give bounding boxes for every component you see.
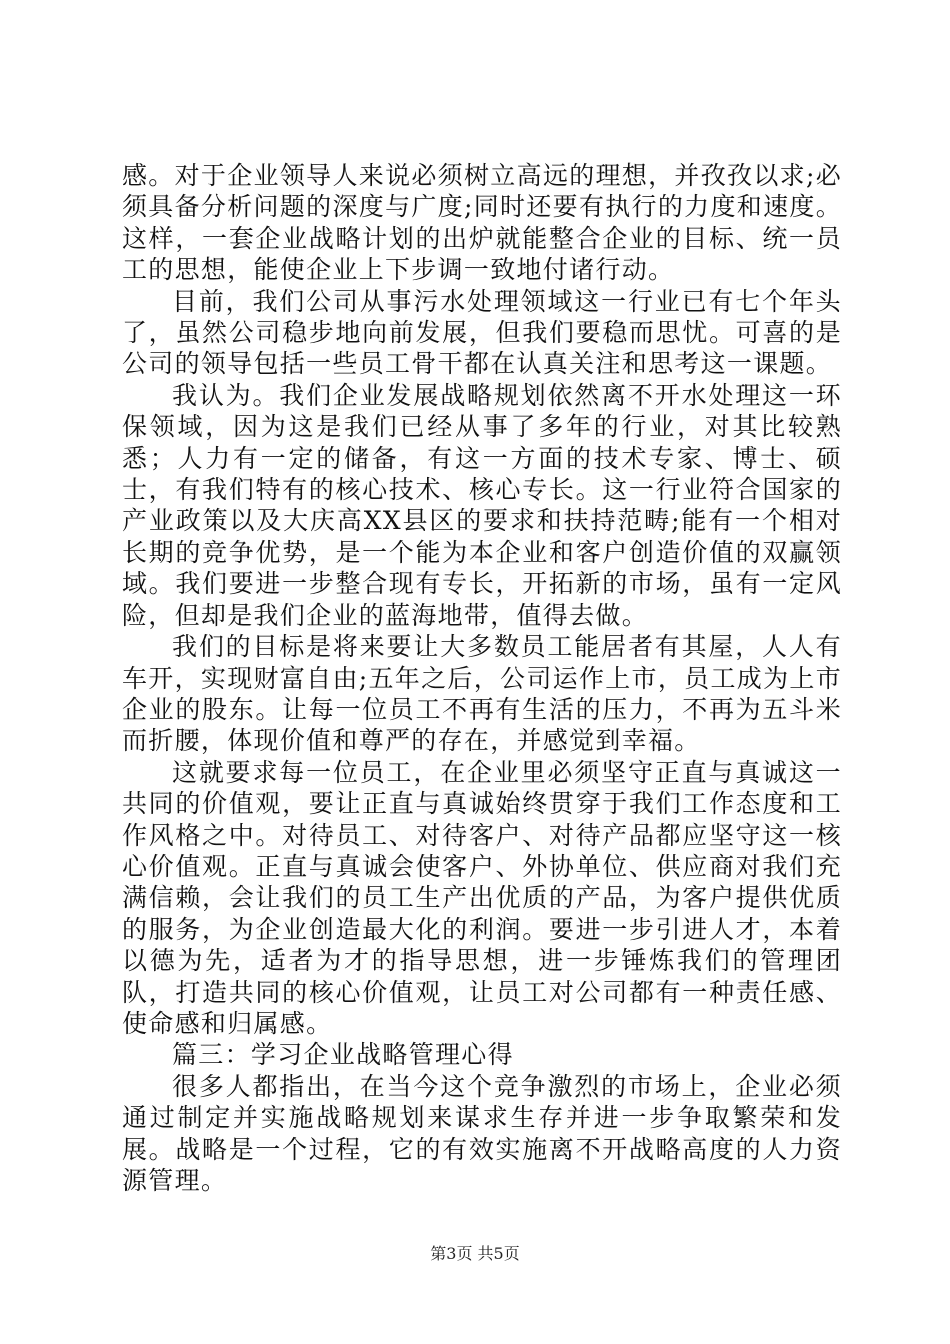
paragraph: 目前，我们公司从事污水处理领域这一行业已有七个年头了，虽然公司稳步地向前发展，但我们要稳而思忧。可喜的是公司的领导包括一些员工骨干都在认真关注和思考这一课题。: [122, 286, 842, 379]
document-body: [122, 160, 842, 1196]
section-heading: 篇三：学习企业战略管理心得: [172, 1040, 514, 1070]
paragraph: 我认为。我们企业发展战略规划依然离不开水处理这一环保领域，因为这是我们已经从事了多年的行业，对其比较熟悉；人力有一定的储备，有这一方面的技术专家、博士、硕士，有我们特有的核心技术、核心专长。这一行业符合国家的产业政策以及大庆高XX县区的要求和扶持范畴;能有一个相对长期的竞争优势，是一个能为本企业和客户创造价值的双赢领域。我们要进一步整合现有专长，开拓新的市场，虽有一定风险，但却是我们企业的蓝海地带，值得去做。: [122, 380, 842, 630]
page-footer: 第3页 共5页: [430, 1244, 520, 1263]
paragraph: 我们的目标是将来要让大多数员工能居者有其屋，人人有车开，实现财富自由;五年之后，公司运作上市，员工成为上市企业的股东。让每一位员工不再有生活的压力，不再为五斗米而折腰，体现价值和尊严的存在，并感觉到幸福。: [122, 632, 842, 756]
paragraph: 这就要求每一位员工，在企业里必须坚守正直与真诚这一共同的价值观，要让正直与真诚始终贯穿于我们工作态度和工作风格之中。对待员工、对待客户、对待产品都应坚守这一核心价值观。正直与真诚会使客户、外协单位、供应商对我们充满信赖，会让我们的员工生产出优质的产品，为客户提供优质的服务，为企业创造最大化的利润。要进一步引进人才，本着以德为先，适者为才的指导思想，进一步锤炼我们的管理团队，打造共同的核心价值观，让员工对公司都有一种责任感、使命感和归属感。: [122, 757, 842, 1038]
paragraph: 很多人都指出，在当今这个竞争激烈的市场上，企业必须通过制定并实施战略规划来谋求生存并进一步争取繁荣和发展。战略是一个过程，它的有效实施离不开战略高度的人力资源管理。: [122, 1071, 842, 1195]
paragraph-continued: 感。对于企业领导人来说必须树立高远的理想，并孜孜以求;必须具备分析问题的深度与广度;同时还要有执行的力度和速度。这样，一套企业战略计划的出炉就能整合企业的目标、统一员工的思想，能使企业上下步调一致地付诸行动。: [122, 161, 842, 285]
